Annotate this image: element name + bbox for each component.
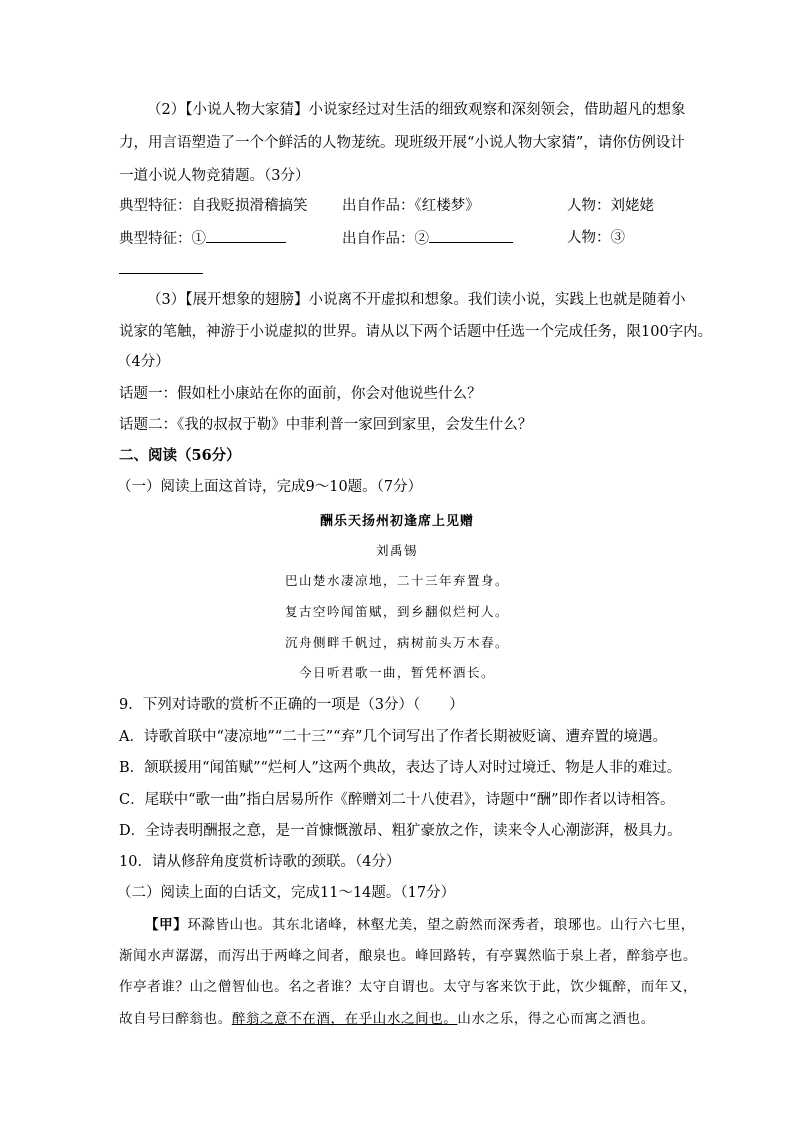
task-feature [119,228,286,249]
poem-line-4: 今日听君歌一曲，暂凭杯酒长。 [298,665,495,680]
passage-line-4 [119,1009,655,1029]
passage-line-1 [145,915,695,935]
q3-line-1: （3）【展开想象的翅膀】小说离不开虚拟和想象。我们读小说，实践上也就是随着小 [147,292,686,308]
passage-text-4a: 故自号曰醉翁也。 [119,1011,232,1027]
topic-1: 话题一：假如杜小康站在你的面前，你会对他说些什么？ [119,386,482,402]
task-person: 人物：③ [567,230,625,246]
passage-line-3: 作亭者谁？山之僧智仙也。名之者谁？太守自谓也。太守与客来饮于此，饮少辄醉，而年又， [119,979,698,995]
underlined-sentence: 醉翁之意不在酒，在乎山水之间也。 [231,1011,458,1027]
q2-line-3: 一道小说人物竞猜题。（3分） [119,168,310,184]
task-feature-label: 典型特征：① [119,231,206,247]
example-work: 出自作品：《红楼梦》 [342,198,480,214]
q10-stem: 10．请从修辞角度赏析诗歌的颈联。（4分） [119,854,401,870]
example-feature: 典型特征：自我贬损滑稽搞笑 [119,198,308,214]
q2-line-2: 力，用言语塑造了一个个鲜活的人物茏统。现班级开展“小说人物大家猜”，请你仿例设计 [119,135,685,151]
answer-blank-3[interactable] [119,273,203,274]
q9-option-b: B．颔联援用“闻笛赋”“烂柯人”这两个典故，表达了诗人对时过境迁、物是人非的难过。 [119,760,682,776]
q9-option-d: D．全诗表明酬报之意，是一首慷慨激昂、粗犷豪放之作，读来令人心潮澎湃，极具力。 [119,823,682,839]
part2-heading: （二）阅读上面的白话文，完成11～14题。（17分） [117,885,456,901]
q9-option-c: C．尾联中“歌一曲”指白居易所作《醉赠刘二十八使君》，诗题中“酬”即作者以诗相答。 [119,792,675,808]
task-work [342,228,513,249]
q2-line-1: （2）【小说人物大家猜】小说家经过对生活的细致观察和深刻领会，借助超凡的想象 [147,102,686,118]
poem-title: 酬乐天扬州初逢席上见赠 [319,514,474,529]
poem-line-1: 巴山楚水凄凉地，二十三年弃置身。 [284,573,509,588]
part1-heading: （一）阅读上面这首诗，完成9～10题。（7分） [117,479,423,495]
example-person: 人物：刘姥姥 [567,198,654,214]
task-work-label: 出自作品：② [342,231,429,247]
poem-line-3: 沉舟侧畔千帆过，病树前头万木春。 [284,635,509,650]
passage-label: 【甲】 [145,917,188,933]
q9-option-a: A．诗歌首联中“凄凉地”“二十三”“弃”几个词写出了作者长期被贬谪、遭弃置的境遇。 [119,729,667,745]
q3-line-2: 说家的笔触，神游于小说虚拟的世界。请从以下两个话题中任选一个完成任务，限100字内。 [119,324,713,340]
poem-line-2: 复古空吟闻笛赋，到乡翻似烂柯人。 [284,604,509,619]
topic-2: 话题二：《我的叔叔于勒》中菲利普一家回到家里，会发生什么？ [119,417,533,433]
passage-line-2: 渐闻水声潺潺，而泻出于两峰之间者，酿泉也。峰回路转，有亭翼然临于泉上者，醉翁亭也。 [119,948,698,964]
q3-line-3: （4分） [117,354,170,370]
answer-blank-2[interactable] [429,228,513,243]
passage-text-1: 环滁皆山也。其东北诸峰，林壑尤美，望之蔚然而深秀者，琅琊也。山行六七里， [187,917,695,933]
passage-text-4b: 山水之乐，得之心而寓之酒也。 [457,1011,655,1027]
poem-author: 刘禹锡 [375,543,418,558]
section-heading: 二、阅读（56分） [119,447,241,464]
q9-stem: 9．下列对诗歌的赏析不正确的一项是（3分）（ ） [119,697,464,713]
answer-blank-1[interactable] [206,228,286,243]
